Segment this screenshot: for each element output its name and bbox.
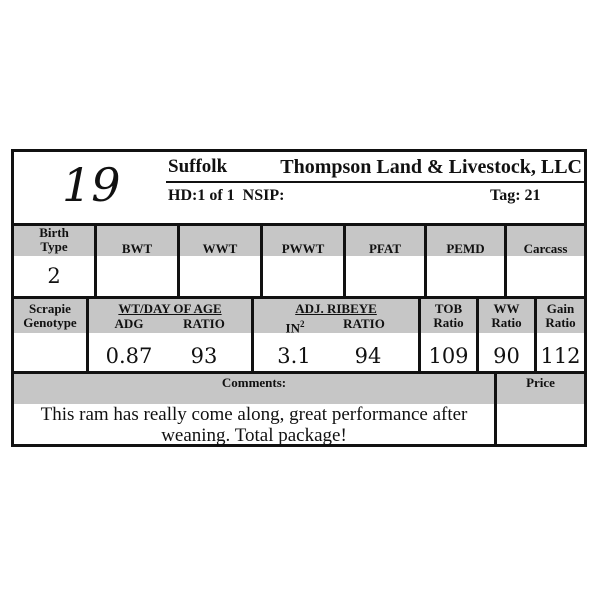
carcass-header: Carcass [523, 241, 568, 256]
lot-number: 19 [62, 158, 121, 212]
ww-header: WW Ratio [491, 301, 522, 330]
pemd-header: PEMD [446, 241, 485, 256]
in2-value: 3.1 [277, 344, 311, 368]
birth-type-header: Birth Type [39, 225, 69, 254]
birth-type-value: 2 [47, 264, 61, 288]
in2-header: $IN^2$ [285, 319, 305, 336]
price-label: Price [526, 375, 555, 390]
comments-label: Comments: [221, 375, 287, 390]
wwt-header: WWT [202, 241, 238, 256]
lot-card [11, 149, 587, 447]
scrapie-header: Scrapie Genotype [23, 301, 77, 330]
adg-value: 0.87 [105, 344, 153, 368]
tag-number: Tag: 21 [490, 187, 541, 204]
tob-header: TOB Ratio [433, 301, 464, 330]
ww-value: 90 [493, 344, 520, 368]
comment-text: This ram has really come along, great performance after weaning. Total package! [40, 404, 468, 446]
nsip-label: NSIP: [242, 187, 285, 204]
divider [260, 226, 263, 296]
divider [504, 226, 507, 296]
ratio2-header: RATIO [343, 316, 385, 331]
gain-header: Gain Ratio [545, 301, 576, 330]
ratio1-header: RATIO [183, 316, 225, 331]
divider [177, 226, 180, 296]
header-underline [166, 181, 584, 183]
hd-info [168, 187, 284, 205]
divider [343, 226, 346, 296]
pfat-header: PFAT [368, 241, 401, 256]
hd-count: HD:1 of 1 [168, 187, 235, 204]
ratio1-value: 93 [190, 344, 218, 368]
ratio2-value: 94 [354, 344, 382, 368]
adg-header: ADG [114, 316, 144, 331]
breed: Suffolk [168, 156, 228, 177]
tob-value: 109 [428, 344, 469, 368]
ribeye-header: ADJ. RIBEYE [295, 301, 377, 316]
divider [424, 226, 427, 296]
divider [94, 226, 97, 296]
owner-name: Thompson Land & Livestock, LLC [280, 156, 582, 178]
bwt-header: BWT [121, 241, 153, 256]
pwwt-header: PWWT [281, 241, 325, 256]
gain-value: 112 [540, 344, 581, 368]
wt-day-header: WT/DAY OF AGE [118, 301, 222, 316]
